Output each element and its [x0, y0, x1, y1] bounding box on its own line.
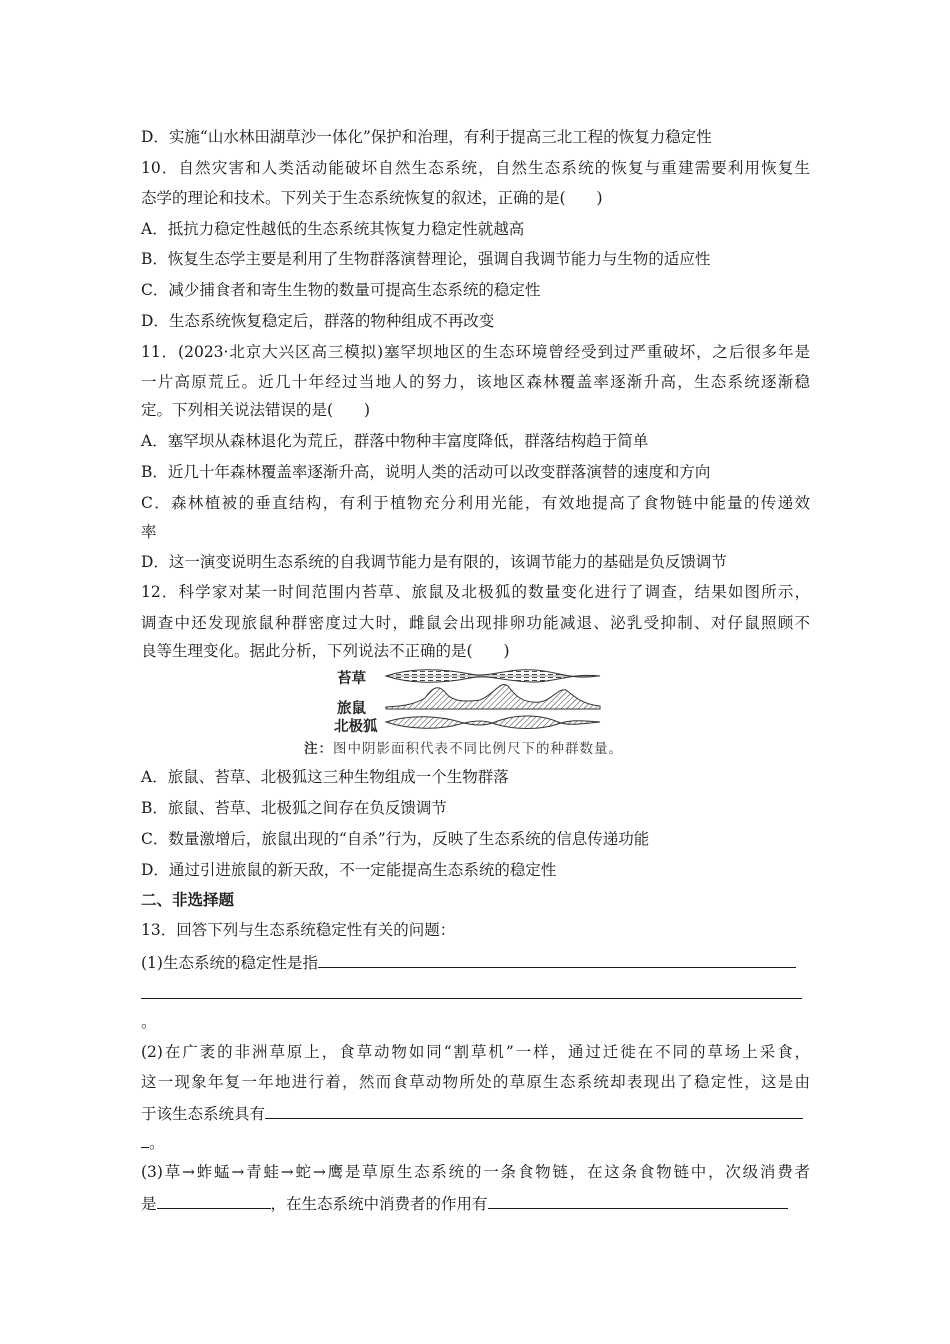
figure-note-text: 图中阴影面积代表不同比例尺下的种群数量。 — [333, 741, 623, 757]
q11-option-b: B．近几十年森林覆盖率逐渐升高，说明人类的活动可以改变群落演替的速度和方向 — [141, 463, 711, 481]
figure-note — [304, 737, 623, 757]
fox-band — [386, 716, 600, 729]
q13-part3-text-2: ，在生态系统中消费者的作用有 — [270, 1195, 488, 1213]
q13-part3-line-1: (3)草→蚱蜢→青蛙→蛇→鹰是草原生态系统的一条食物链，在这条食物链中，次级消费者 — [141, 1163, 810, 1181]
q12-option-a: A．旅鼠、苔草、北极狐这三种生物组成一个生物群落 — [141, 768, 509, 786]
q13-part3-text-1: 是 — [141, 1195, 157, 1213]
answer-blank-2[interactable] — [265, 1102, 803, 1119]
q10-option-d: D．生态系统恢复稳定后，群落的物种组成不再改变 — [141, 312, 495, 330]
figure-label-lemming: 旅鼠 — [337, 700, 366, 717]
q13-part2-line-3 — [141, 1102, 803, 1124]
q10-stem-line-2: 态学的理论和技术。下列关于生态系统恢复的叙述，正确的是( ) — [141, 189, 603, 207]
q13-part2-end — [141, 1131, 165, 1153]
figure-label-arctic-fox: 北极狐 — [334, 718, 378, 735]
population-diagram — [300, 664, 660, 736]
answer-blank-4[interactable] — [488, 1192, 788, 1209]
q10-stem-line-1: 10．自然灾害和人类活动能破坏自然生态系统，自然生态系统的恢复与重建需要利用恢复生 — [141, 159, 810, 177]
q13-part2-end-text: 。 — [149, 1134, 165, 1152]
q11-stem-line-1: 11．(2023·北京大兴区高三模拟)塞罕坝地区的生态环境曾经受到过严重破坏，之后很多年是 — [141, 343, 810, 361]
lemming-band — [386, 685, 600, 709]
q13-part1-line-2 — [141, 982, 802, 1004]
answer-blank-2-continued[interactable] — [141, 1131, 149, 1148]
q11-option-a: A．塞罕坝从森林退化为荒丘，群落中物种丰富度降低，群落结构趋于简单 — [141, 432, 649, 450]
q11-option-c-line-2: 率 — [141, 523, 157, 541]
q13-stem: 13．回答下列与生态系统稳定性有关的问题： — [141, 921, 456, 939]
answer-blank-1-continued[interactable] — [141, 982, 802, 999]
q13-part2-text: 于该生态系统具有 — [141, 1105, 266, 1123]
q13-part1-end: 。 — [141, 1013, 157, 1031]
q13-part2-line-1: (2)在广袤的非洲草原上，食草动物如同“割草机”一样，通过迁徙在不同的草场上采食， — [141, 1043, 810, 1061]
q12-stem-line-2: 调查中还发现旅鼠种群密度过大时，雌鼠会出现排卵功能减退、泌乳受抑制、对仔鼠照顾不 — [141, 614, 810, 632]
q13-part3-line-2 — [141, 1192, 788, 1214]
section-heading: 二、非选择题 — [141, 890, 235, 909]
answer-blank-3[interactable] — [157, 1192, 271, 1209]
q13-part1 — [141, 951, 796, 973]
population-figure — [300, 664, 660, 759]
q9-option-d: D．实施“山水林田湖草沙一体化”保护和治理，有利于提高三北工程的恢复力稳定性 — [141, 128, 712, 146]
q11-stem-line-3: 定。下列相关说法错误的是( ) — [141, 401, 371, 419]
figure-note-prefix: 注： — [304, 741, 333, 757]
q11-option-d: D．这一演变说明生态系统的自我调节能力是有限的，该调节能力的基础是负反馈调节 — [141, 553, 727, 571]
q10-option-c: C．减少捕食者和寄生生物的数量可提高生态系统的稳定性 — [141, 281, 541, 299]
q10-option-b: B．恢复生态学主要是利用了生物群落演替理论，强调自我调节能力与生物的适应性 — [141, 250, 711, 268]
q12-stem-line-3: 良等生理变化。据此分析，下列说法不正确的是( ) — [141, 642, 510, 660]
q13-part2-line-2: 这一现象年复一年地进行着，然而食草动物所处的草原生态系统却表现出了稳定性，这是由 — [141, 1073, 810, 1091]
q12-option-b: B．旅鼠、苔草、北极狐之间存在负反馈调节 — [141, 799, 447, 817]
q11-option-c-line-1: C．森林植被的垂直结构，有利于植物充分利用光能，有效地提高了食物链中能量的传递效 — [141, 494, 810, 512]
q12-option-d: D．通过引进旅鼠的新天敌，不一定能提高生态系统的稳定性 — [141, 861, 557, 879]
q12-stem-line-1: 12．科学家对某一时间范围内苔草、旅鼠及北极狐的数量变化进行了调查，结果如图所示， — [141, 583, 810, 601]
answer-blank-1[interactable] — [318, 951, 796, 968]
q10-option-a: A．抵抗力稳定性越低的生态系统其恢复力稳定性就越高 — [141, 220, 525, 238]
figure-label-sedge: 苔草 — [337, 670, 366, 687]
q13-part1-text: (1)生态系统的稳定性是指 — [141, 954, 318, 972]
q12-option-c: C．数量激增后，旅鼠出现的“自杀”行为，反映了生态系统的信息传递功能 — [141, 830, 650, 848]
q11-stem-line-2: 一片高原荒丘。近几十年经过当地人的努力，该地区森林覆盖率逐渐升高，生态系统逐渐稳 — [141, 373, 810, 391]
